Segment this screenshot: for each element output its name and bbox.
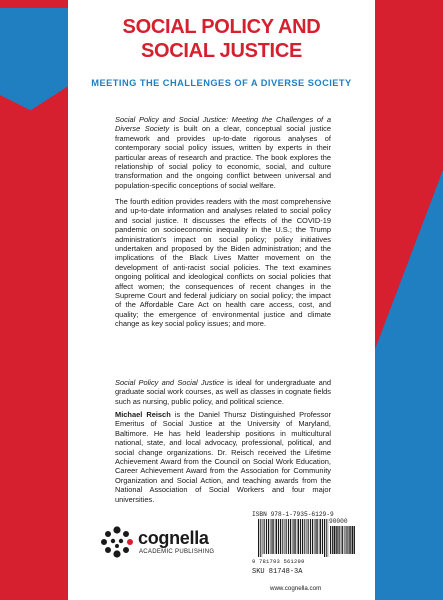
author-bio-text: is the Daniel Thursz Distinguished Professor Emeritus of Social Justice at the University of Maryland, Baltimore. He has held leadership positions in multicultural national, state, and local advocacy, professional, political, and social change organizations. Dr. Reisch received the Lifetime Achievement Award from the Council on Social Work Education, Career Achievement Award from the Association for Community Organization and Social Action, and teaching awards from the National Association of Social Workers and four major universities. <box>115 410 331 504</box>
barcode-bar <box>349 526 350 554</box>
description-paragraph-2: The fourth edition provides readers with the most comprehensive and up-to-date information and analyses related to social policy and social justice. It discusses the effects of the COVID-19 pandemic on socioeconomic inequality in the U.S.; the Trump administration's impact on social policy; policy initiatives undertaken and proposed by the Biden administration; and the implications of the Black Lives Matter movement on the development of anti-racist social policies. The text examines ongoing political and ideological conflicts on social policies that affect women; the consequences of recent changes in the Supreme Court and federal judiciary on social policy; the impact of the Affordable Care Act on health care access, cost, and quality; the emergence of environmental justice and climate change as key social policy issues; and more. <box>115 197 331 329</box>
barcode-bar <box>304 519 305 554</box>
barcode-bar <box>322 519 323 554</box>
barcode-bar <box>339 526 340 554</box>
barcode-bar <box>302 519 303 554</box>
barcode-bar <box>326 519 327 557</box>
barcode-bar <box>276 519 277 554</box>
barcode-bar <box>263 519 264 554</box>
barcode-bar <box>273 519 274 554</box>
book-title-italic: Social Policy and Social Justice: Meeting the Challenges of a Diverse Society <box>115 115 331 134</box>
barcode-bar <box>264 519 265 554</box>
author-name: Michael Reisch <box>115 410 171 419</box>
barcode-bar <box>324 519 325 557</box>
publisher-website: www.cognella.com <box>270 585 322 592</box>
barcode-bar <box>298 519 299 554</box>
barcode-bar <box>308 519 309 554</box>
isbn-label: ISBN 978-1-7935-6129-9 <box>252 511 334 518</box>
description-paragraph-3 <box>115 378 331 406</box>
book-subtitle: MEETING THE CHALLENGES OF A DIVERSE SOCIETY <box>91 78 352 88</box>
sku-label: SKU 81748-3A <box>252 568 303 576</box>
description-paragraph-1 <box>115 115 331 190</box>
isbn-barcode <box>257 519 329 557</box>
barcode-bar <box>258 519 259 557</box>
barcode-bar <box>315 519 316 554</box>
barcode-bar <box>342 526 343 554</box>
price-code: 90000 <box>329 518 348 525</box>
book-title-italic: Social Policy and Social Justice <box>115 378 225 387</box>
barcode-bar <box>330 526 331 554</box>
barcode-bar <box>346 526 347 554</box>
barcode-bar <box>354 526 355 554</box>
barcode-bar <box>336 526 337 554</box>
barcode-bar <box>352 526 353 554</box>
barcode-bar <box>266 519 267 554</box>
barcode-bar <box>271 519 272 554</box>
publisher-logo <box>98 522 228 562</box>
barcode-bar <box>288 519 289 554</box>
barcode-bar <box>278 519 279 554</box>
description-text: is ideal for undergraduate and graduate social work courses, as well as classes in cognate fields such as nursing, public policy, and political science. <box>115 378 331 406</box>
barcode-bar <box>268 519 269 554</box>
publisher-tagline: ACADEMIC PUBLISHING <box>139 549 215 555</box>
barcode-bar <box>344 526 345 554</box>
barcode-bar <box>295 519 296 554</box>
barcode-bar <box>260 519 261 557</box>
price-addon-barcode <box>329 526 355 557</box>
author-bio-paragraph <box>115 410 331 504</box>
barcode-digits: 9 781793 561299 <box>252 558 305 565</box>
book-title-line-2: SOCIAL JUSTICE <box>140 40 302 62</box>
barcode-bar <box>320 519 321 554</box>
barcode-bar <box>317 519 318 554</box>
barcode-bar <box>290 519 291 554</box>
barcode-bar <box>307 519 308 554</box>
barcode-bar <box>334 526 335 554</box>
barcode-bar <box>310 519 311 554</box>
cognella-logo-icon <box>98 522 136 560</box>
barcode-bar <box>350 526 351 554</box>
barcode-bar <box>293 519 294 554</box>
book-title-line-1: SOCIAL POLICY AND <box>122 16 321 38</box>
barcode-bar <box>337 526 338 554</box>
barcode-bar <box>286 519 287 554</box>
barcode-bar <box>280 519 281 554</box>
barcode-bar <box>282 519 283 554</box>
barcode-bar <box>332 526 333 554</box>
barcode-bar <box>285 519 286 554</box>
publisher-name: cognella <box>138 528 209 548</box>
description-text: is built on a clear, conceptual social justice framework and provides up-to-date rigorous analyses of contemporary social policy issues, written by experts in their particular areas of research and practice. The book explores the relationship of social policy to economic, social, and culture transformation and the ongoing conflict between universal and population-specific conceptions of social welfare. <box>115 124 331 190</box>
barcode-bar <box>300 519 301 554</box>
barcode-bar <box>312 519 313 554</box>
